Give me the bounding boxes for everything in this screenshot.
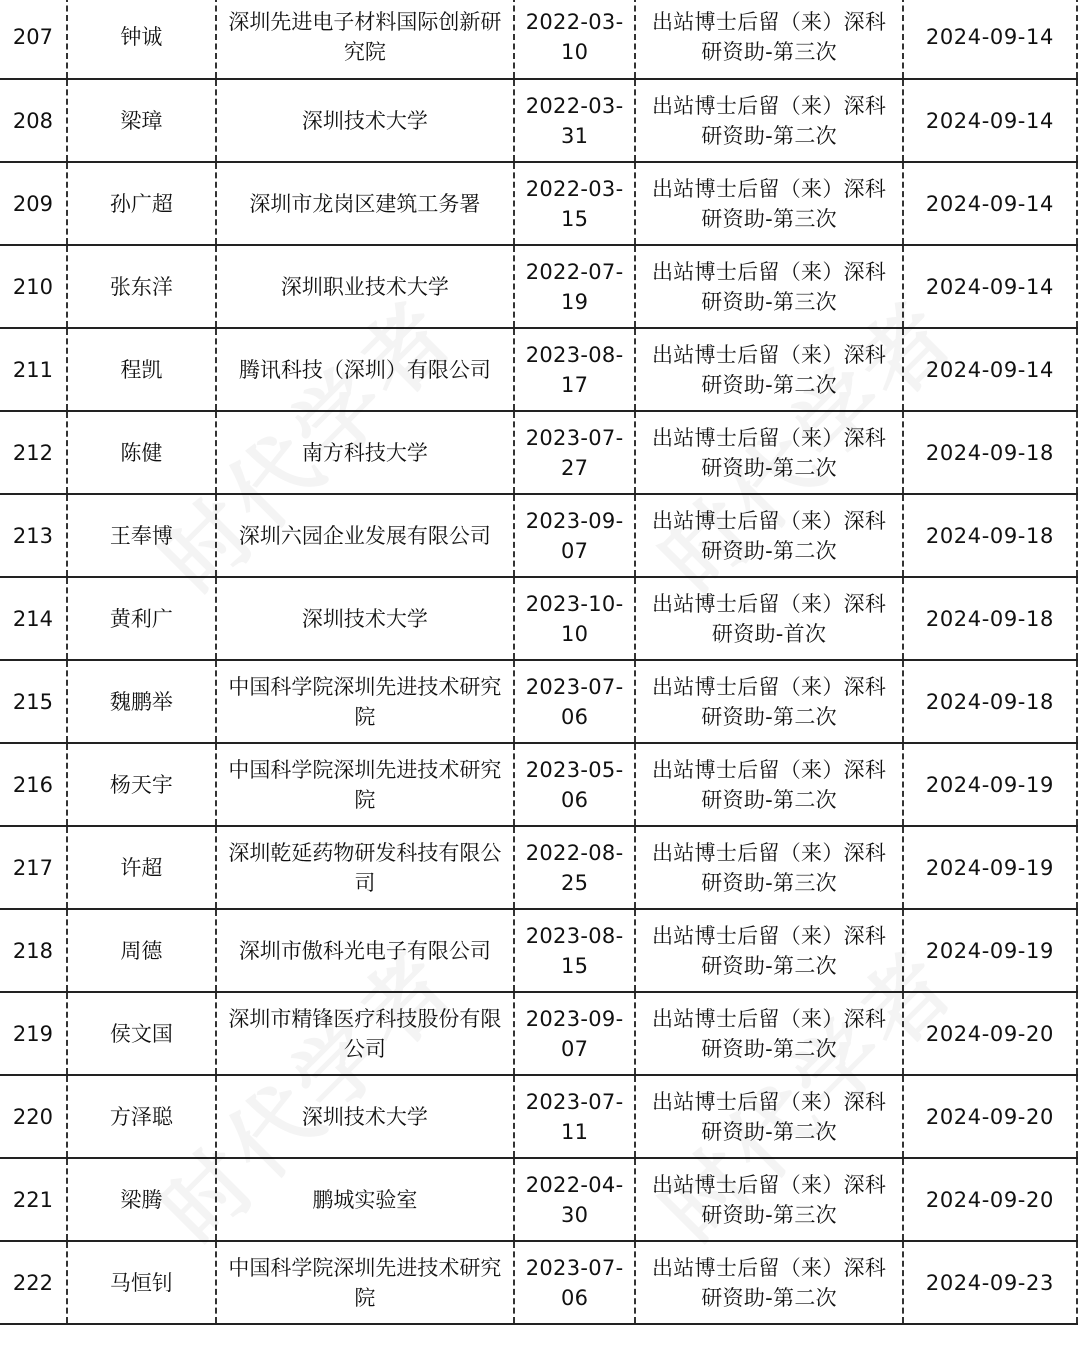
cell-serial-number: 212: [0, 411, 67, 494]
cell-date: 2023-05-06: [514, 743, 636, 826]
cell-name: 梁腾: [67, 1158, 216, 1241]
table-row: [0, 162, 1077, 245]
cell-approval-date: 2024-09-19: [903, 743, 1077, 826]
cell-approval-date: 2024-09-14: [903, 328, 1077, 411]
cell-date: 2022-03-31: [514, 79, 636, 162]
cell-name: 侯文国: [67, 992, 216, 1075]
table-row: [0, 79, 1077, 162]
cell-name: 魏鹏举: [67, 660, 216, 743]
cell-unit: 中国科学院深圳先进技术研究院: [216, 660, 514, 743]
cell-serial-number: 218: [0, 909, 67, 992]
cell-name: 方泽聪: [67, 1075, 216, 1158]
table-row: [0, 1158, 1077, 1241]
cell-date: 2022-04-30: [514, 1158, 636, 1241]
table-row: [0, 909, 1077, 992]
cell-unit: 深圳市傲科光电子有限公司: [216, 909, 514, 992]
cell-approval-date: 2024-09-18: [903, 660, 1077, 743]
cell-date: 2023-09-07: [514, 494, 636, 577]
cell-name: 黄利广: [67, 577, 216, 660]
cell-name: 马恒钊: [67, 1241, 216, 1324]
table-row: [0, 1241, 1077, 1324]
table-row: [0, 494, 1077, 577]
cell-serial-number: 217: [0, 826, 67, 909]
table-row: [0, 245, 1077, 328]
cell-unit: 深圳六园企业发展有限公司: [216, 494, 514, 577]
cell-unit: 南方科技大学: [216, 411, 514, 494]
cell-date: 2022-07-19: [514, 245, 636, 328]
cell-name: 孙广超: [67, 162, 216, 245]
cell-serial-number: 213: [0, 494, 67, 577]
cell-name: 许超: [67, 826, 216, 909]
cell-approval-date: 2024-09-20: [903, 1158, 1077, 1241]
cell-approval-date: 2024-09-23: [903, 1241, 1077, 1324]
table-row: [0, 826, 1077, 909]
cell-date: 2023-07-06: [514, 660, 636, 743]
cell-subsidy-type: 出站博士后留（来）深科研资助-第二次: [635, 1241, 902, 1324]
cell-unit: 中国科学院深圳先进技术研究院: [216, 743, 514, 826]
cell-name: 杨天宇: [67, 743, 216, 826]
cell-subsidy-type: 出站博士后留（来）深科研资助-第二次: [635, 1075, 902, 1158]
table-row: [0, 660, 1077, 743]
cell-serial-number: 219: [0, 992, 67, 1075]
cell-unit: 深圳乾延药物研发科技有限公司: [216, 826, 514, 909]
cell-name: 王奉博: [67, 494, 216, 577]
cell-unit: 深圳技术大学: [216, 577, 514, 660]
cell-date: 2023-08-17: [514, 328, 636, 411]
cell-unit: 深圳职业技术大学: [216, 245, 514, 328]
cell-date: 2023-07-27: [514, 411, 636, 494]
cell-subsidy-type: 出站博士后留（来）深科研资助-第二次: [635, 909, 902, 992]
cell-serial-number: 221: [0, 1158, 67, 1241]
cell-subsidy-type: 出站博士后留（来）深科研资助-第二次: [635, 411, 902, 494]
table-row: [0, 743, 1077, 826]
cell-serial-number: 208: [0, 79, 67, 162]
table-row: [0, 411, 1077, 494]
table-row: [0, 0, 1077, 79]
cell-serial-number: 222: [0, 1241, 67, 1324]
cell-name: 周德: [67, 909, 216, 992]
cell-serial-number: 209: [0, 162, 67, 245]
cell-subsidy-type: 出站博士后留（来）深科研资助-第三次: [635, 826, 902, 909]
cell-approval-date: 2024-09-14: [903, 79, 1077, 162]
cell-subsidy-type: 出站博士后留（来）深科研资助-第三次: [635, 245, 902, 328]
cell-approval-date: 2024-09-18: [903, 577, 1077, 660]
table-row: [0, 328, 1077, 411]
cell-date: 2023-10-10: [514, 577, 636, 660]
cell-serial-number: 216: [0, 743, 67, 826]
cell-serial-number: 220: [0, 1075, 67, 1158]
cell-subsidy-type: 出站博士后留（来）深科研资助-第二次: [635, 328, 902, 411]
table-row: [0, 992, 1077, 1075]
cell-unit: 深圳先进电子材料国际创新研究院: [216, 0, 514, 79]
cell-date: 2023-07-11: [514, 1075, 636, 1158]
cell-serial-number: 207: [0, 0, 67, 79]
cell-name: 程凯: [67, 328, 216, 411]
cell-date: 2023-08-15: [514, 909, 636, 992]
cell-approval-date: 2024-09-19: [903, 826, 1077, 909]
cell-date: 2022-03-10: [514, 0, 636, 79]
cell-subsidy-type: 出站博士后留（来）深科研资助-第二次: [635, 79, 902, 162]
cell-serial-number: 214: [0, 577, 67, 660]
cell-subsidy-type: 出站博士后留（来）深科研资助-第二次: [635, 992, 902, 1075]
cell-unit: 深圳技术大学: [216, 1075, 514, 1158]
cell-unit: 中国科学院深圳先进技术研究院: [216, 1241, 514, 1324]
cell-date: 2023-09-07: [514, 992, 636, 1075]
cell-approval-date: 2024-09-19: [903, 909, 1077, 992]
cell-name: 钟诚: [67, 0, 216, 79]
cell-unit: 深圳市精锋医疗科技股份有限公司: [216, 992, 514, 1075]
cell-subsidy-type: 出站博士后留（来）深科研资助-第二次: [635, 660, 902, 743]
cell-name: 梁璋: [67, 79, 216, 162]
cell-approval-date: 2024-09-14: [903, 162, 1077, 245]
cell-unit: 鹏城实验室: [216, 1158, 514, 1241]
table-row: [0, 577, 1077, 660]
cell-unit: 腾讯科技（深圳）有限公司: [216, 328, 514, 411]
cell-serial-number: 211: [0, 328, 67, 411]
cell-serial-number: 215: [0, 660, 67, 743]
table-row: [0, 1075, 1077, 1158]
cell-date: 2022-08-25: [514, 826, 636, 909]
cell-serial-number: 210: [0, 245, 67, 328]
cell-subsidy-type: 出站博士后留（来）深科研资助-首次: [635, 577, 902, 660]
cell-subsidy-type: 出站博士后留（来）深科研资助-第三次: [635, 0, 902, 79]
cell-subsidy-type: 出站博士后留（来）深科研资助-第三次: [635, 1158, 902, 1241]
cell-unit: 深圳技术大学: [216, 79, 514, 162]
cell-date: 2022-03-15: [514, 162, 636, 245]
cell-subsidy-type: 出站博士后留（来）深科研资助-第二次: [635, 743, 902, 826]
cell-approval-date: 2024-09-20: [903, 1075, 1077, 1158]
cell-approval-date: 2024-09-14: [903, 0, 1077, 79]
cell-approval-date: 2024-09-20: [903, 992, 1077, 1075]
cell-name: 陈健: [67, 411, 216, 494]
cell-unit: 深圳市龙岗区建筑工务署: [216, 162, 514, 245]
cell-approval-date: 2024-09-14: [903, 245, 1077, 328]
cell-subsidy-type: 出站博士后留（来）深科研资助-第二次: [635, 494, 902, 577]
cell-approval-date: 2024-09-18: [903, 494, 1077, 577]
cell-approval-date: 2024-09-18: [903, 411, 1077, 494]
cell-date: 2023-07-06: [514, 1241, 636, 1324]
cell-subsidy-type: 出站博士后留（来）深科研资助-第三次: [635, 162, 902, 245]
cell-name: 张东洋: [67, 245, 216, 328]
